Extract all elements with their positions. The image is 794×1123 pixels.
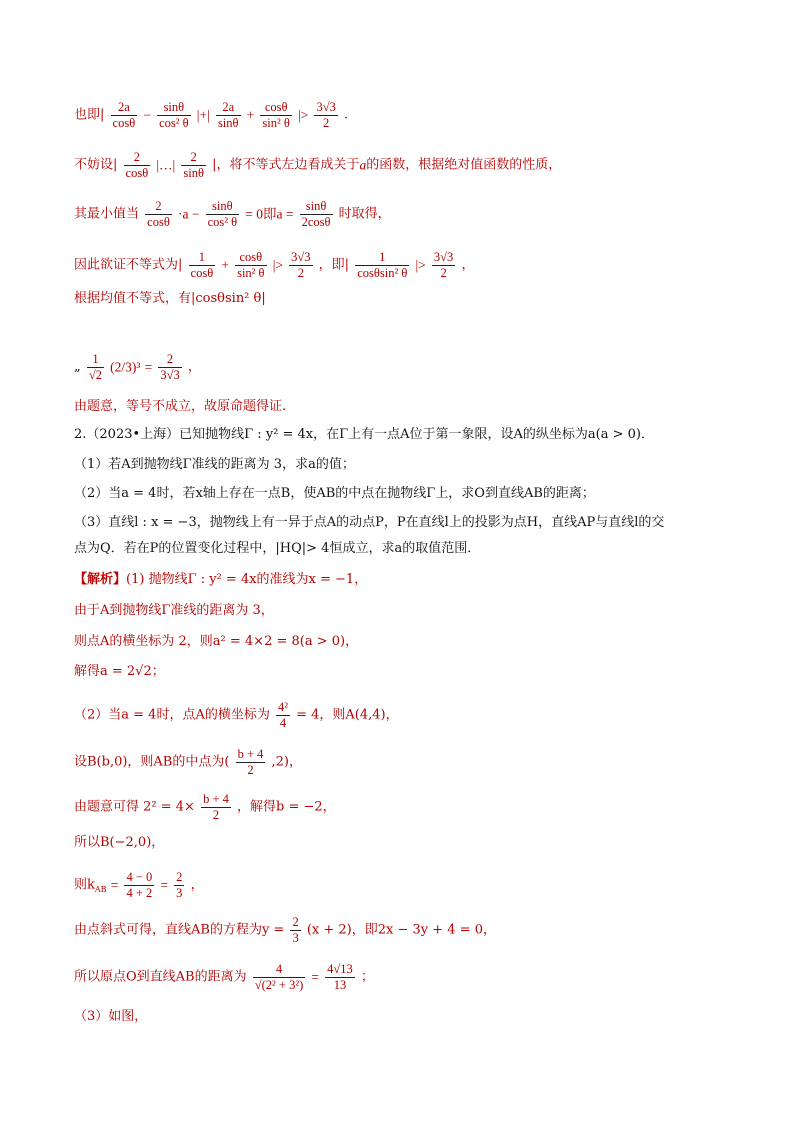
operator: |> — [415, 257, 426, 273]
fraction: $\frac{2a}{\sin\theta}$ — [217, 100, 239, 130]
operator: = — [144, 359, 153, 375]
fraction: $\frac{1}{\text{cosθsin² θ}}$ — [357, 250, 408, 280]
root-expression: (2/3)³ — [110, 359, 141, 375]
operator: = — [311, 969, 319, 985]
text: ， — [190, 877, 204, 893]
text: ，解得b = −2， — [237, 799, 336, 815]
solution-line-2: 由于A到抛物线Γ准线的距离为 3， — [74, 603, 274, 618]
operator: |> — [298, 107, 309, 123]
question-stem: 2.（2023•上海）已知抛物线Γ : y² = 4x，在Γ上有一点A位于第一象限，设A的纵坐标为a(a > 0)． — [74, 427, 655, 442]
conclusion-line — [74, 398, 286, 417]
text: 也即| — [74, 107, 105, 123]
solution-line-5 — [74, 700, 399, 731]
text: ； — [360, 969, 374, 985]
fraction: $\frac{1}{\cos\theta}$ — [190, 250, 214, 280]
text: 时取得， — [338, 206, 391, 222]
fraction: $\frac{3√3}{2}$ — [316, 100, 336, 130]
text: 其最小值当 — [74, 206, 140, 222]
operator: |> — [272, 257, 284, 273]
minimum-line — [74, 199, 391, 230]
assume-line — [74, 150, 561, 181]
solution-line-10 — [74, 915, 496, 946]
fraction: $\frac{4 - 0}{4 + 2}$ — [126, 870, 153, 900]
operator: = — [110, 877, 119, 893]
text: ， — [461, 257, 475, 273]
text: . — [344, 107, 349, 123]
text: 的函数，根据绝对值函数的性质， — [366, 157, 562, 173]
solution-line-11 — [74, 962, 374, 993]
fraction: $\frac{4√13}{13}$ — [327, 962, 353, 992]
fraction: $\frac{1}{√2}$ — [88, 352, 103, 382]
text: 则k — [74, 877, 95, 893]
fraction: $\frac{2}{3}$ — [292, 915, 299, 945]
text: 因此欲证不等式为| — [74, 257, 183, 273]
to-prove-line — [74, 250, 474, 281]
subscript: AB — [94, 885, 107, 894]
fraction: $\frac{4}{\text{√(2² + 3²)}}$ — [254, 962, 304, 992]
fraction: $\frac{\sin\theta}{2\cos\theta}$ — [301, 199, 331, 229]
text: 由点斜式可得，直线AB的方程为y = — [74, 922, 285, 938]
operator: − — [143, 107, 151, 123]
fraction: $\frac{2}{\cos\theta}$ — [147, 199, 170, 229]
fraction: $\frac{2}{\cos\theta}$ — [125, 150, 149, 180]
operator: = — [160, 877, 169, 893]
operator: |…| — [156, 157, 176, 173]
solution-line-6 — [74, 747, 302, 778]
operator: + — [221, 257, 229, 273]
fraction: $\frac{\cos\theta}{\text{sin² θ}}$ — [237, 250, 265, 280]
fraction: $\frac{3√3}{2}$ — [433, 250, 454, 280]
solution-line-12: （3）如图， — [74, 1009, 148, 1024]
text: = 4，则A(4,4)， — [296, 707, 399, 723]
fraction: $\frac{3√3}{2}$ — [291, 250, 311, 280]
solution-line-3: 则点A的横坐标为 2，则a² = 4×2 = 8(a > 0)， — [74, 634, 359, 649]
solution-line-9 — [74, 870, 204, 901]
solution-line-8: 所以B(−2,0)， — [74, 835, 165, 850]
fraction: $\frac{\sin\theta}{\text{cos² θ}}$ — [159, 100, 189, 130]
text: 根据均值不等式，有|cosθsin² θ| — [74, 291, 266, 306]
mean-inequality-line — [74, 290, 266, 309]
result-line — [74, 352, 201, 383]
fraction: $\frac{2}{\sin\theta}$ — [183, 150, 204, 180]
text: „ — [74, 359, 81, 375]
solution-line-7 — [74, 792, 336, 823]
text: |，将不等式左边看成关于 — [212, 157, 360, 173]
fraction: $\frac{2}{3√3}$ — [160, 352, 180, 382]
question-part-3: （3）直线l : x = −3，抛物线上有一异于点A的动点P，P在直线l上的投影为点H，直线AP与直线l的交 — [74, 515, 665, 530]
text: 所以原点O到直线AB的距离为 — [74, 969, 247, 985]
text: (1) 抛物线Γ : y² = 4x的准线为x = −1， — [126, 572, 368, 587]
question-part-1: （1）若A到抛物线Γ准线的距离为 3，求a的值； — [74, 457, 355, 472]
fraction: $\frac{2a}{\cos\theta}$ — [112, 100, 136, 130]
fraction: $\frac{b + 4}{2}$ — [237, 747, 264, 777]
fraction: $\frac{b + 4}{2}$ — [203, 792, 229, 822]
text: ， — [187, 359, 201, 375]
operator: |+| — [196, 107, 210, 123]
variable: a — [359, 157, 367, 173]
solution-line-4: 解得a = 2√2； — [74, 664, 165, 679]
question-part-2: （2）当a = 4时，若x轴上存在一点B，使AB的中点在抛物线Γ上，求O到直线AB的距离； — [74, 486, 595, 501]
text: 由题意可得 2² = 4× — [74, 799, 195, 815]
question-part-3-cont: 点为Q．若在P的位置变化过程中，|HQ|> 4恒成立，求a的取值范围． — [74, 541, 481, 556]
text: ，即| — [318, 257, 350, 273]
text: （2）当a = 4时，点A的横坐标为 — [74, 707, 270, 723]
solution-line-1 — [74, 571, 367, 590]
text: 不妨设| — [74, 157, 118, 173]
text: ,2)， — [271, 754, 303, 770]
text: 由题意，等号不成立，故原命题得证. — [74, 399, 287, 414]
equivalent-inequality-line — [74, 100, 348, 131]
solution-tag: 【解析】 — [74, 572, 127, 587]
text: (x + 2)，即2x − 3y + 4 = 0， — [306, 922, 496, 938]
fraction: $\frac{\text{4²}}{4}$ — [277, 700, 288, 730]
text: 设B(b,0)，则AB的中点为( — [74, 754, 230, 770]
operator: + — [246, 107, 255, 123]
fraction: $\frac{2}{3}$ — [176, 870, 183, 900]
fraction: $\frac{\sin\theta}{\text{cos² θ}}$ — [207, 199, 238, 229]
operator: ·a − — [177, 206, 200, 222]
fraction: $\frac{\cos\theta}{\text{sin² θ}}$ — [262, 100, 290, 130]
operator: = 0即a = — [245, 206, 294, 222]
